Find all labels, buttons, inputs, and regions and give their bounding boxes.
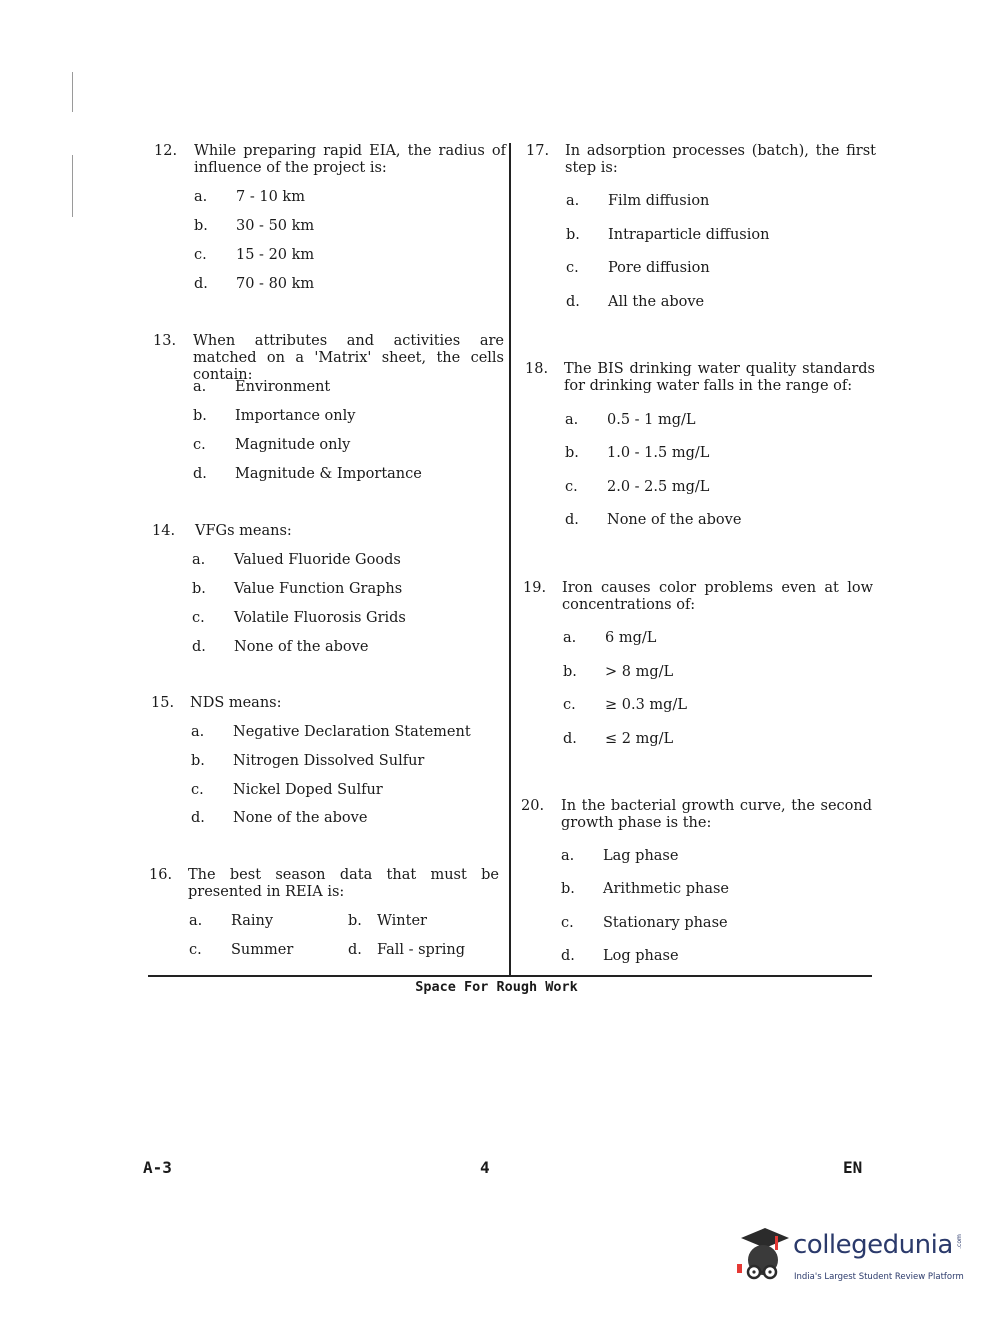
brand-tagline: India's Largest Student Review Platform xyxy=(794,1272,964,1282)
option-d[interactable]: d. None of the above xyxy=(565,512,742,528)
question-text: When attributes and activities are matched on a 'Matrix' sheet, the cells contain: xyxy=(193,333,504,383)
option-a[interactable]: a. Valued Fluoride Goods xyxy=(192,552,401,568)
option-c[interactable]: c. Pore diffusion xyxy=(566,260,710,276)
question-text: VFGs means: xyxy=(195,523,292,539)
option-b[interactable]: b. Importance only xyxy=(193,408,356,424)
bottom-rule xyxy=(148,975,872,977)
option-d[interactable]: d. All the above xyxy=(566,294,705,310)
scan-mark xyxy=(72,155,73,217)
option-a[interactable]: a. Rainy xyxy=(189,913,274,929)
option-d[interactable]: d. Magnitude & Importance xyxy=(193,466,422,482)
option-a[interactable]: a. 7 - 10 km xyxy=(194,189,305,205)
option-b[interactable]: b. 1.0 - 1.5 mg/L xyxy=(565,445,710,461)
question-text: In the bacterial growth curve, the second growth phase is the: xyxy=(561,798,872,831)
question-text: Iron causes color problems even at low concentrations of: xyxy=(562,580,873,613)
brand-name: collegedunia xyxy=(793,1230,953,1260)
brand-dotcom: .com xyxy=(955,1234,963,1249)
option-a[interactable]: a. Lag phase xyxy=(561,848,679,864)
option-d[interactable]: d. None of the above xyxy=(191,810,368,826)
column-divider xyxy=(509,143,511,975)
option-a[interactable]: a. Negative Declaration Statement xyxy=(191,724,471,740)
option-c[interactable]: c. Summer xyxy=(189,942,294,958)
question-number: 16. xyxy=(149,867,173,883)
option-b[interactable]: b. Value Function Graphs xyxy=(192,581,403,597)
option-c[interactable]: c. Volatile Fluorosis Grids xyxy=(192,610,406,626)
question-number: 20. xyxy=(521,798,545,814)
option-c[interactable]: c. Stationary phase xyxy=(561,915,728,931)
option-d[interactable]: d. None of the above xyxy=(192,639,369,655)
option-c[interactable]: c. 15 - 20 km xyxy=(194,247,315,263)
option-a[interactable]: a. Environment xyxy=(193,379,331,395)
question-text: In adsorption processes (batch), the first step is: xyxy=(565,143,876,176)
question-number: 14. xyxy=(152,523,176,539)
question-number: 15. xyxy=(151,695,175,711)
option-c[interactable]: c. 2.0 - 2.5 mg/L xyxy=(565,479,710,495)
option-b[interactable]: b. Nitrogen Dissolved Sulfur xyxy=(191,753,425,769)
option-c[interactable]: c. ≥ 0.3 mg/L xyxy=(563,697,687,713)
question-number: 19. xyxy=(523,580,547,596)
option-b[interactable]: b. 30 - 50 km xyxy=(194,218,315,234)
option-a[interactable]: a. 6 mg/L xyxy=(563,630,657,646)
option-b[interactable]: b. Intraparticle diffusion xyxy=(566,227,770,243)
rough-work-label: Space For Rough Work xyxy=(415,979,578,995)
question-number: 13. xyxy=(153,333,177,349)
option-c[interactable]: c. Nickel Doped Sulfur xyxy=(191,782,383,798)
question-number: 17. xyxy=(526,143,550,159)
question-text: While preparing rapid EIA, the radius of influence of the project is: xyxy=(194,143,506,176)
option-b[interactable]: b. Winter xyxy=(348,913,427,929)
option-a[interactable]: a. 0.5 - 1 mg/L xyxy=(565,412,696,428)
option-b[interactable]: b. > 8 mg/L xyxy=(563,664,674,680)
question-text: The best season data that must be presented in REIA is: xyxy=(188,867,499,900)
option-b[interactable]: b. Arithmetic phase xyxy=(561,881,730,897)
question-text: The BIS drinking water quality standards for drinking water falls in the range of: xyxy=(564,361,875,394)
option-d[interactable]: d. ≤ 2 mg/L xyxy=(563,731,674,747)
option-d[interactable]: d. 70 - 80 km xyxy=(194,276,315,292)
page-number: 4 xyxy=(480,1158,490,1177)
option-a[interactable]: a. Film diffusion xyxy=(566,193,710,209)
booklet-code: A-3 xyxy=(143,1158,172,1177)
collegedunia-watermark xyxy=(735,1224,965,1296)
option-c[interactable]: c. Magnitude only xyxy=(193,437,351,453)
collegedunia-mascot-icon xyxy=(735,1224,791,1286)
language-code: EN xyxy=(843,1158,863,1177)
question-number: 12. xyxy=(154,143,178,159)
option-d[interactable]: d. Log phase xyxy=(561,948,679,964)
option-d[interactable]: d. Fall - spring xyxy=(348,942,466,958)
question-number: 18. xyxy=(525,361,549,377)
scan-mark xyxy=(72,72,73,112)
question-text: NDS means: xyxy=(190,695,282,711)
